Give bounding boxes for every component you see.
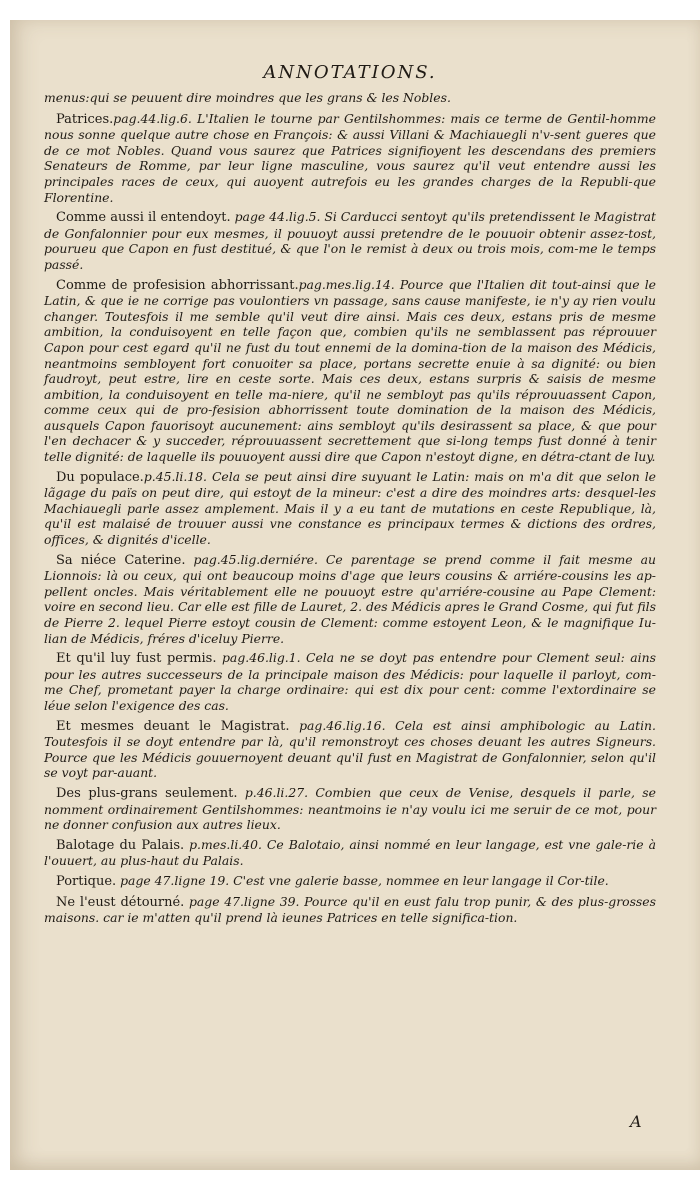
- annotation-text: page 44.lig.5. Si Carducci sentoyt qu'ils pretendissent le Magistrat de Gonfalonnier pour eux mesmes, il pouuoyt aussi pretendre de le pouuoir obtenir assez-tost, pourueu que Capon en fust destitué, & que l'on le remist à deux ou trois mois, com-me le temps passé.: [44, 209, 657, 272]
- annotation-text: pag.45.lig.derniére. Ce parentage se prend comme il fait mesme au Lionnois: là ou ceux, qui ont beaucoup moins d'age que leurs cousins & arriére-cousins les ap-pellent oncles. Mais véritablement elle ne pouuoyt estre qu'arriére-cousine au Pape Clement: voire en second lieu. Car elle est fille de Lauret, 2. des Médicis apres le Grand Cosme, qui fut fils de Pierre 2. lequel Pierre estoyt cousin de Clement: comme estoyent Leon, & le magnifique Iu-lian de Médicis, fréres d'iceluy Pierre.: [44, 551, 656, 646]
- annotation-text: menus:qui se peuuent dire moindres que les grans & les Nobles.: [44, 90, 451, 105]
- annotation-entry: [44, 718, 656, 781]
- running-title: ANNOTATIONS.: [263, 62, 437, 83]
- annotation-lemma: Du populace.: [56, 469, 144, 485]
- annotation-text: page 47.ligne 19. C'est vne galerie basse, nommee en leur langage il Cor-tile.: [120, 872, 609, 888]
- annotation-lemma: Ne l'eust détourné.: [56, 894, 185, 910]
- catchword: A: [630, 1112, 642, 1131]
- annotation-lemma: Comme aussi il entendoyt.: [56, 210, 231, 226]
- annotation-lemma: Sa niéce Caterine.: [56, 552, 186, 568]
- annotation-entry: [44, 90, 656, 106]
- annotation-text: pag.46.lig.16. Cela est ainsi amphibologic au Latin. Toutesfois il se doyt entendre par là, qu'il remonstroyt ces choses deuant les autres Signeurs. Pource que les Médicis gouuernoyent deuant qu'il fust en Magistrat de Gonfalonnier, selon qu'il se voyt par-auant.: [44, 717, 656, 781]
- annotation-lemma: Balotage du Palais.: [56, 837, 185, 853]
- annotation-entry: [44, 469, 656, 548]
- annotation-text: p.45.li.18. Cela se peut ainsi dire suyuant le Latin: mais on m'a dit que selon le lãgage du païs on peut dire, qui estoyt de la mineur: c'est a dire des moindres arts: desquel-les Machiauegli parle assez amplement. Mais il y a eu tant de mutations en ceste Republique, là, qu'il est malaisé de trouuer aussi vne constance es principaux termes & dictions des ordres, offices, & dignités d'icelle.: [44, 468, 656, 548]
- annotation-entry: [44, 837, 656, 869]
- annotation-lemma: Patrices.: [56, 111, 114, 127]
- annotation-lemma: Comme de profesision abhorrissant.: [56, 277, 299, 293]
- annotation-lemma: Des plus-grans seulement.: [56, 785, 238, 801]
- annotation-text: p.mes.li.40. Ce Balotaio, ainsi nommé en leur langage, est vne gale-rie à l'ouuert, au plus-haut du Palais.: [44, 836, 656, 869]
- annotation-entry: [44, 111, 656, 206]
- annotation-entry: [44, 650, 656, 713]
- annotation-entry: [44, 785, 656, 833]
- annotation-text: page 47.ligne 39. Pource qu'il en eust falu trop punir, & des plus-grosses maisons. car ie m'atten qu'il prend là ieunes Patrices en telle significa-tion.: [44, 893, 656, 926]
- annotation-text: pag.mes.lig.14. Pource que l'Italien dit tout-ainsi que le Latin, & que ie ne corrige pas voulontiers vn passage, sans cause manifeste, ie n'y ay rien voulu changer. Toutesfois il me semble qu'il veut dire ainsi. Mais ces deux, estans pris de mesme ambition, la conduisoyent en telle façon que, combien qu'ils ne semblassent pas réprouuer Capon pour cest egard qu'il ne fust du tout ennemi de la domina-tion de la maison des Médicis, neantmoins sembloyent fort conuoiter sa place, portans secrette enuie à sa dignité: ou bien faudroyt, peut estre, lire en ceste sorte. Mais ces deux, estans surpris & saisis de mesme ambition, la conduisoyent en telle ma-niere, qu'il ne sembloyt pas qu'ils réprouuassent Capon, comme ceux qui de pro-fesision abhorrissent toute domination de la maison des Médicis, ausquels Capon fauorisoyt aucunement: ains sembloyt qu'ils desirassent sa place, & que pour l'en dechacer & y succeder, réprouuassent secrettement que si-long temps fust donné à tenir telle dignité: de laquelle ils pouuoyent aussi dire que Capon n'estoyt digne, en détra-ctant de luy.: [44, 276, 656, 465]
- annotation-text: pag.46.lig.1. Cela ne se doyt pas entendre pour Clement seul: ains pour les autres successeurs de la principale maison des Médicis: pour laquelle il parloyt, com-me Chef, prometant payer la charge ordinaire: qui est dix pour cent: comme l'extordinaire se léue selon l'exigence des cas.: [44, 650, 656, 713]
- annotation-entry: [44, 552, 656, 647]
- annotation-lemma: Et qu'il luy fust permis.: [56, 651, 217, 667]
- annotation-entry: [44, 873, 656, 890]
- annotation-entry: [44, 209, 656, 272]
- annotations-text: [44, 90, 656, 930]
- annotation-text: pag.44.lig.6. L'Italien le tourne par Gentilshommes: mais ce terme de Gentil-homme nous sonne quelque autre chose en François: & aussi Villani & Machiauegli n'v-sent gueres que de ce mot Nobles. Quand vous saurez que Patrices signifioyent les descendans des premiers Senateurs de Romme, par leur ligne masculine, vous saurez qu'il veut entendre aussi les principales races de ceux, qui auoyent autrefois eu les grandes charges de la Republi-que Florentine.: [44, 110, 656, 205]
- annotation-text: p.46.li.27. Combien que ceux de Venise, desquels il parle, se nomment ordinairement Gentilshommes: neantmoins ie n'ay voulu ici me seruir de ce mot, pour ne donner confusion aux autres lieux.: [44, 784, 656, 833]
- annotation-entry: [44, 277, 656, 465]
- annotation-entry: [44, 894, 656, 926]
- annotation-lemma: Portique.: [56, 873, 117, 889]
- annotation-lemma: Et mesmes deuant le Magistrat.: [56, 718, 290, 734]
